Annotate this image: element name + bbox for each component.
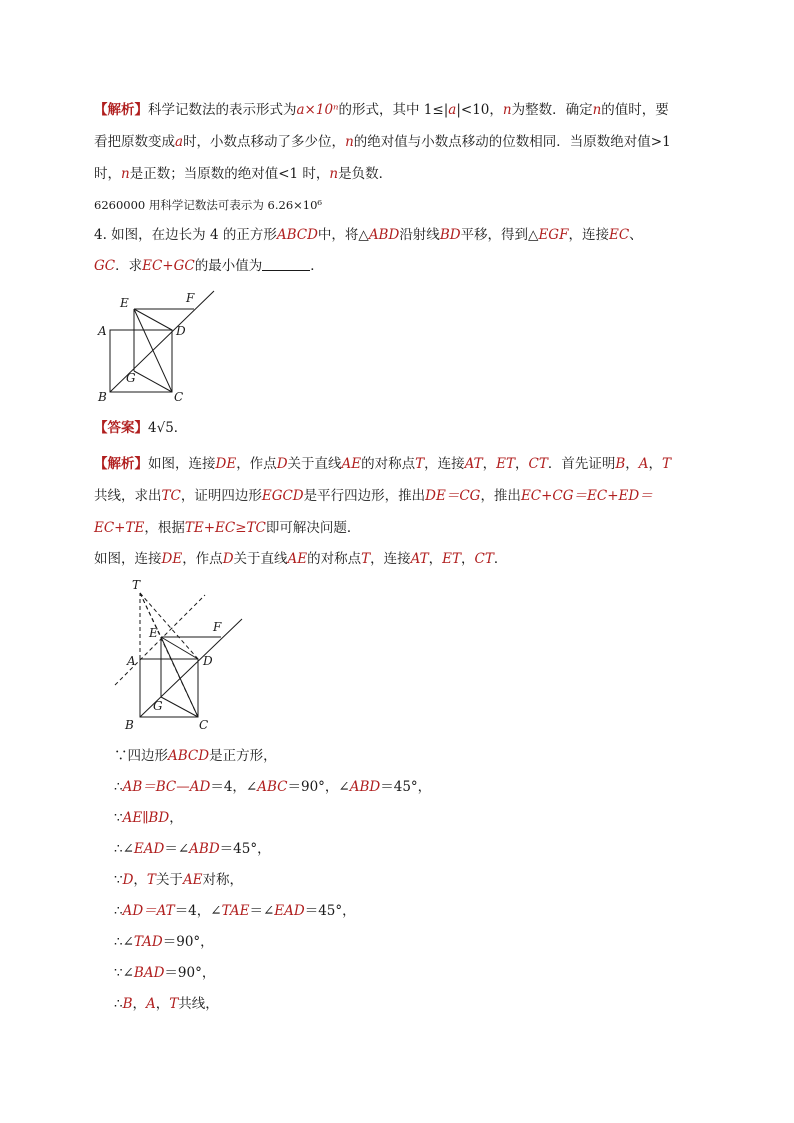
math: AE xyxy=(182,872,203,888)
text: ＝45°， xyxy=(380,779,432,795)
math: AE xyxy=(341,456,362,472)
answer-line xyxy=(94,418,187,438)
text: ， xyxy=(155,996,170,1012)
text: 关于直线 xyxy=(233,551,288,567)
text: ∴ xyxy=(114,903,123,919)
text: ，连接 xyxy=(568,227,609,243)
text: ， xyxy=(169,810,183,826)
label-d: D xyxy=(176,324,186,338)
text: ，根据 xyxy=(144,520,185,536)
math: DE xyxy=(215,456,237,472)
math: T xyxy=(361,551,371,567)
text: 的值时，要 xyxy=(601,102,669,118)
text: ．首先证明 xyxy=(547,456,616,472)
math: EGF xyxy=(538,227,569,243)
text: 是平行四边形，推出 xyxy=(303,488,426,504)
text: ＝45°， xyxy=(219,841,271,857)
text: 时，小数点移动了多少位， xyxy=(183,134,346,150)
math: ABD xyxy=(349,779,381,795)
text: ∴ xyxy=(114,779,123,795)
text: ， xyxy=(133,872,147,888)
label-e: E xyxy=(149,626,158,640)
text: ， xyxy=(428,551,443,567)
answer-tag: 【答案】 xyxy=(94,420,148,436)
math: T xyxy=(169,996,179,1012)
analysis2-line3 xyxy=(94,518,360,538)
math: AD＝AT xyxy=(122,903,175,919)
math: n xyxy=(345,134,354,150)
math: BD xyxy=(439,227,461,243)
analysis-tag: 【解析】 xyxy=(94,102,148,118)
analysis1-result: 6260000 用科学记数法可表示为 6.26×10⁶ xyxy=(94,198,323,212)
text: 的最小值为 xyxy=(194,258,263,274)
segment-ed xyxy=(134,309,172,330)
text: ． xyxy=(310,258,324,274)
text: ∴∠ xyxy=(114,841,134,857)
math: ET xyxy=(496,456,516,472)
text: 是正方形， xyxy=(209,748,277,764)
text: 对称， xyxy=(202,872,244,888)
text: ，作点 xyxy=(236,456,277,472)
text: ．求 xyxy=(115,258,143,274)
math: T xyxy=(146,872,156,888)
math: B xyxy=(122,996,133,1012)
text: 关于 xyxy=(155,872,183,888)
label-e: E xyxy=(120,296,129,310)
math: AT xyxy=(464,456,483,472)
text: ． xyxy=(493,551,508,567)
text: ， xyxy=(461,551,475,567)
math: TC xyxy=(161,488,181,504)
math: EC+GC xyxy=(142,258,195,274)
math: GC xyxy=(94,258,116,274)
label-g: G xyxy=(126,371,136,385)
segment-gc xyxy=(134,371,172,392)
text: ＝90°，∠ xyxy=(287,779,350,795)
math: D xyxy=(122,872,134,888)
math: D xyxy=(276,456,288,472)
math: n xyxy=(592,102,602,118)
text: ， xyxy=(132,996,147,1012)
math: EC+CG＝EC+ED＝ xyxy=(520,488,653,504)
proof-step-8 xyxy=(114,963,215,983)
math: a xyxy=(448,102,457,118)
math: T xyxy=(415,456,425,472)
math: AE xyxy=(287,551,308,567)
text: ＝4，∠ xyxy=(210,779,258,795)
label-f: F xyxy=(213,620,222,634)
math: CT xyxy=(528,456,548,472)
text: 看把原数变成 xyxy=(94,134,175,150)
math: ABD xyxy=(368,227,400,243)
text: ∵ xyxy=(114,810,123,826)
text: 关于直线 xyxy=(287,456,342,472)
math: EC+TE xyxy=(94,520,145,536)
text: 如图，连接 xyxy=(148,456,216,472)
analysis1-line2 xyxy=(94,132,671,152)
label-b: B xyxy=(98,390,107,404)
text: 中，将△ xyxy=(317,227,369,243)
figure-square-translation xyxy=(90,285,230,405)
text: 科学记数法的表示形式为 xyxy=(148,102,297,118)
math: n xyxy=(502,102,512,118)
text: 的形式，其中 1≤| xyxy=(338,102,449,118)
math: BAD xyxy=(133,965,165,981)
text: ∵四边形 xyxy=(114,748,168,764)
line-ae xyxy=(115,595,205,685)
proof-step-5 xyxy=(114,870,243,890)
math: A xyxy=(146,996,156,1012)
text: 即可解决问题． xyxy=(265,520,361,536)
text: 的绝对值与小数点移动的位数相同．当原数绝对值>1 xyxy=(353,134,671,150)
text: ，作点 xyxy=(182,551,223,567)
text: ． xyxy=(173,420,188,436)
question4-line1 xyxy=(94,225,643,245)
proof-step-6 xyxy=(114,901,356,921)
analysis-tag: 【解析】 xyxy=(94,456,148,472)
text: 共线，求出 xyxy=(94,488,162,504)
text: ∵∠ xyxy=(114,965,134,981)
text: ， xyxy=(482,456,497,472)
text: ＝∠ xyxy=(249,903,275,919)
text: 沿射线 xyxy=(399,227,440,243)
math: TAE xyxy=(221,903,250,919)
text: ， xyxy=(648,456,663,472)
text: 为整数．确定 xyxy=(511,102,593,118)
text: ，推出 xyxy=(480,488,521,504)
math: CT xyxy=(474,551,494,567)
math: ABC xyxy=(257,779,288,795)
label-t: T xyxy=(132,578,141,592)
answer-value: 4√5 xyxy=(148,420,174,436)
segment-gc xyxy=(161,697,198,717)
question4-line2 xyxy=(94,256,324,276)
math: AB＝BC—AD xyxy=(122,779,211,795)
text: 时， xyxy=(94,166,121,182)
text: ＝90°， xyxy=(164,965,216,981)
text: 的对称点 xyxy=(361,456,416,472)
math: a xyxy=(175,134,184,150)
text: 、 xyxy=(629,227,643,243)
proof-step-9 xyxy=(114,994,219,1014)
label-f: F xyxy=(186,291,195,305)
text: 平移，得到△ xyxy=(460,227,539,243)
text: ∴ xyxy=(114,996,123,1012)
text: ＝90°， xyxy=(162,934,214,950)
math: D xyxy=(222,551,234,567)
text: 的对称点 xyxy=(307,551,362,567)
label-a: A xyxy=(127,654,136,668)
math: a×10ⁿ xyxy=(296,102,339,118)
math: AT xyxy=(410,551,429,567)
math: ABCD xyxy=(168,748,210,764)
math: T xyxy=(662,456,672,472)
label-d: D xyxy=(203,654,213,668)
math: EAD xyxy=(274,903,305,919)
math: n xyxy=(329,166,339,182)
label-a: A xyxy=(98,324,107,338)
text: ， xyxy=(625,456,639,472)
math: DE xyxy=(161,551,183,567)
text: ∴∠ xyxy=(114,934,134,950)
math: A xyxy=(638,456,649,472)
proof-step-7 xyxy=(114,932,214,952)
text: 是正数；当原数的绝对值<1 时， xyxy=(129,166,330,182)
figure-symmetry-construction xyxy=(105,575,250,735)
math: ABCD xyxy=(276,227,318,243)
math: AE∥BD xyxy=(122,810,170,826)
math: B xyxy=(615,456,626,472)
label-b: B xyxy=(125,718,134,732)
text: 是负数． xyxy=(338,166,393,182)
proof-step-1 xyxy=(114,746,277,766)
text: ＝45°， xyxy=(304,903,356,919)
text: ，连接 xyxy=(424,456,465,472)
text: ，连接 xyxy=(370,551,411,567)
text: ， xyxy=(515,456,529,472)
analysis1-line3 xyxy=(94,164,392,184)
math: EC xyxy=(608,227,630,243)
text: ，证明四边形 xyxy=(180,488,262,504)
text: ∵ xyxy=(114,872,123,888)
answer-blank xyxy=(262,258,310,271)
analysis1-line1 xyxy=(94,100,669,120)
text: ＝∠ xyxy=(164,841,190,857)
math: EGCD xyxy=(261,488,304,504)
label-c: C xyxy=(199,718,209,732)
analysis2-line1 xyxy=(94,454,671,474)
intro-line xyxy=(94,549,507,569)
text: ＝4，∠ xyxy=(174,903,222,919)
math: n xyxy=(121,166,130,182)
proof-step-2 xyxy=(114,777,431,797)
text: 如图，连接 xyxy=(94,551,162,567)
label-g: G xyxy=(153,699,163,713)
math: ABD xyxy=(189,841,220,857)
proof-step-4 xyxy=(114,839,271,859)
math: TAD xyxy=(133,934,163,950)
text: 4. 如图，在边长为 4 的正方形 xyxy=(94,227,277,243)
text: |<10， xyxy=(456,102,503,118)
label-c: C xyxy=(174,390,184,404)
text: 共线， xyxy=(178,996,219,1012)
math: TE+EC≥TC xyxy=(184,520,266,536)
math: EAD xyxy=(133,841,165,857)
math: DE＝CG xyxy=(425,488,481,504)
analysis2-line2 xyxy=(94,486,653,506)
math: ET xyxy=(442,551,462,567)
proof-step-3 xyxy=(114,808,183,828)
